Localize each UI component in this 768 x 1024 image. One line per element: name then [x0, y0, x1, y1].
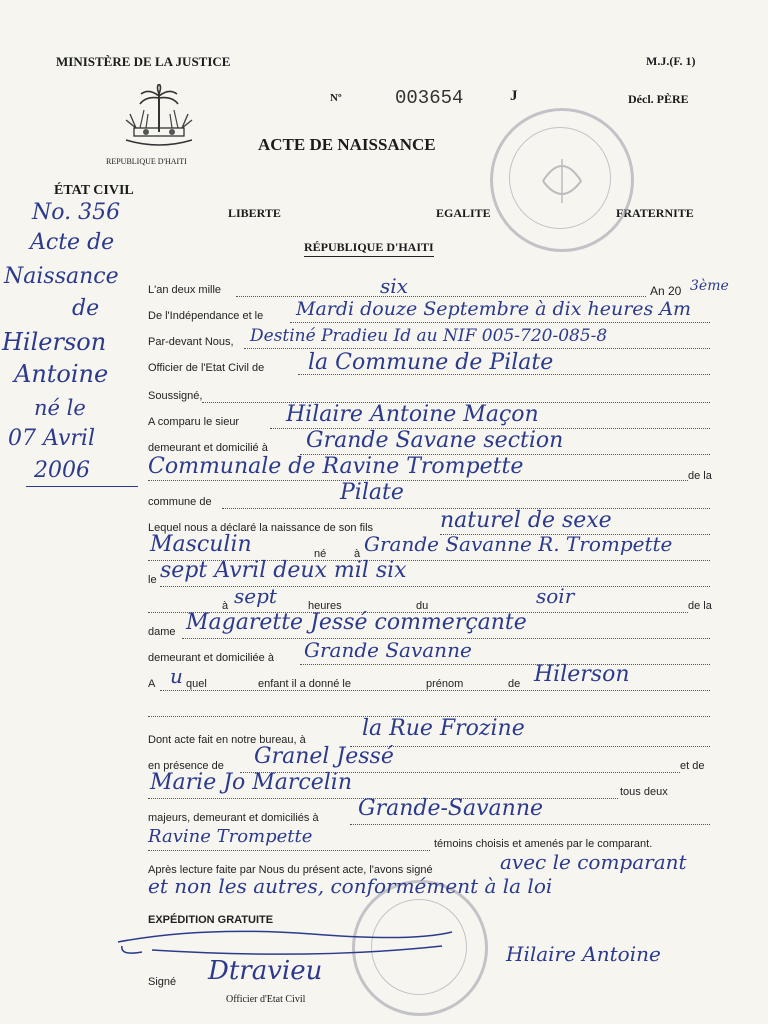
- commune-value: Pilate: [340, 480, 404, 505]
- officier-value: la Commune de Pilate: [308, 350, 554, 375]
- tous-deux-label: tous deux: [620, 786, 668, 798]
- margin-note-line: né le: [34, 396, 86, 420]
- sex-value: Masculin: [150, 532, 252, 557]
- demeurante-label: demeurant et domiciliée à: [148, 652, 274, 664]
- margin-note-line: No. 356: [32, 200, 121, 225]
- official-stamp-top: [490, 108, 634, 252]
- a-label: à: [354, 548, 361, 560]
- number-label: Nº: [330, 92, 342, 104]
- dame-value: Magarette Jessé commerçante: [186, 610, 527, 635]
- expedition-gratuite: EXPÉDITION GRATUITE: [148, 914, 274, 926]
- apres-label: Après lecture faite par Nous du présent acte, l'avons signé: [148, 864, 433, 876]
- apres-value: avec le comparant: [500, 850, 687, 874]
- emblem-caption: REPUBLIQUE D'HAITI: [106, 157, 187, 166]
- presence-value: Granel Jessé: [254, 744, 394, 769]
- palm-emblem-icon: [116, 84, 202, 154]
- heure-a-label: à: [222, 600, 229, 612]
- du-value: soir: [536, 584, 575, 608]
- motto-egalite: EGALITE: [436, 206, 491, 220]
- margin-note-line: Antoine: [14, 360, 109, 388]
- prenom-label: prénom: [426, 678, 464, 690]
- par-devant-label: Par-devant Nous,: [148, 336, 234, 348]
- form-code: M.J.(F. 1): [646, 54, 696, 68]
- motto-fraternite: FRATERNITE: [616, 206, 694, 220]
- demeurant-value: Grande Savane section: [306, 428, 564, 453]
- du-label: du: [416, 600, 429, 612]
- dame-label: dame: [148, 626, 176, 638]
- birthdate-value: sept Avril deux mil six: [160, 558, 407, 583]
- compare-value: Hilaire Antoine Maçon: [286, 402, 539, 427]
- demeurant-label: demeurant et domicilié à: [148, 442, 268, 454]
- le-label: le: [148, 574, 157, 586]
- final-value: et non les autres, conformément à la loi: [148, 874, 553, 898]
- certificate-number: 003654: [395, 87, 464, 109]
- republic-heading: RÉPUBLIQUE D'HAITI: [304, 240, 434, 257]
- temoins-label: témoins choisis et amenés par le comparant.: [434, 838, 653, 850]
- lequel-value: naturel de sexe: [440, 508, 612, 533]
- margin-note-line: de: [72, 296, 100, 321]
- independance-label: De l'Indépendance et le: [148, 310, 264, 322]
- heure-value: sept: [234, 584, 277, 608]
- de-la-label-2: de la: [688, 600, 712, 612]
- majeurs-value: Grande-Savanne: [358, 796, 544, 821]
- seal-emblem-icon: [493, 111, 631, 249]
- compare-label: A comparu le sieur: [148, 416, 240, 428]
- an20-value: 3ème: [690, 278, 729, 294]
- heures-label: heures: [308, 600, 342, 612]
- document-title: ACTE DE NAISSANCE: [258, 135, 436, 154]
- demeurante-value: Grande Savanne: [304, 638, 472, 662]
- de-label: de: [508, 678, 521, 690]
- margin-note: [0, 200, 150, 500]
- margin-note-line: 2006: [34, 458, 90, 483]
- parent-signature: Hilaire Antoine: [506, 942, 661, 966]
- an-label: L'an deux mille: [148, 284, 222, 296]
- an20-label: An 20: [650, 284, 682, 298]
- officer-footer: Officier d'Etat Civil: [226, 994, 306, 1005]
- ne-label: né: [314, 548, 327, 560]
- de-la-label: de la: [688, 470, 712, 482]
- lequel-label: Lequel nous a déclaré la naissance de son fils: [148, 522, 374, 534]
- officer-signature: Dtravieu: [208, 956, 323, 986]
- officier-label: Officier de l'Etat Civil de: [148, 362, 265, 374]
- margin-note-line: Naissance: [4, 264, 119, 289]
- motto-liberte: LIBERTE: [228, 206, 281, 220]
- series-letter: J: [510, 88, 518, 104]
- margin-note-line: Hilerson: [2, 328, 107, 356]
- independance-value: Mardi douze Septembre à dix heures Am: [296, 298, 692, 320]
- birthplace-value: Grande Savanne R. Trompette: [364, 532, 673, 556]
- dont-value: la Rue Frozine: [362, 716, 525, 741]
- etat-civil-heading: ÉTAT CIVIL: [54, 183, 134, 198]
- an-value: six: [380, 274, 408, 298]
- prenom-value: Hilerson: [534, 662, 630, 687]
- enfant-label: enfant il a donné le: [258, 678, 351, 690]
- signe-label: Signé: [148, 976, 177, 988]
- majeurs-label: majeurs, demeurant et domiciliés à: [148, 812, 319, 824]
- margin-note-line: 07 Avril: [8, 426, 96, 451]
- margin-note-line: Acte de: [30, 230, 115, 255]
- auquel-u-value: u: [170, 664, 183, 688]
- temoin2-value: Marie Jo Marcelin: [150, 770, 353, 795]
- coat-of-arms-emblem: [116, 84, 202, 154]
- ravine-value: Ravine Trompette: [148, 826, 313, 847]
- commune-label: commune de: [148, 496, 212, 508]
- ministry-title: MINISTÈRE DE LA JUSTICE: [56, 54, 231, 69]
- auquel-a-label: A: [148, 678, 156, 690]
- et-de-label: et de: [680, 760, 705, 772]
- auquel-rest-label: quel: [186, 678, 207, 690]
- presence-label: en présence de: [148, 760, 224, 772]
- par-devant-value: Destiné Pradieu Id au NIF 005-720-085-8: [250, 326, 608, 346]
- dont-label: Dont acte fait en notre bureau, à: [148, 734, 306, 746]
- declaration-type: Décl. PÈRE: [628, 92, 689, 106]
- demeurant2-value: Communale de Ravine Trompette: [148, 454, 524, 479]
- soussigne-label: Soussigné,: [148, 390, 203, 402]
